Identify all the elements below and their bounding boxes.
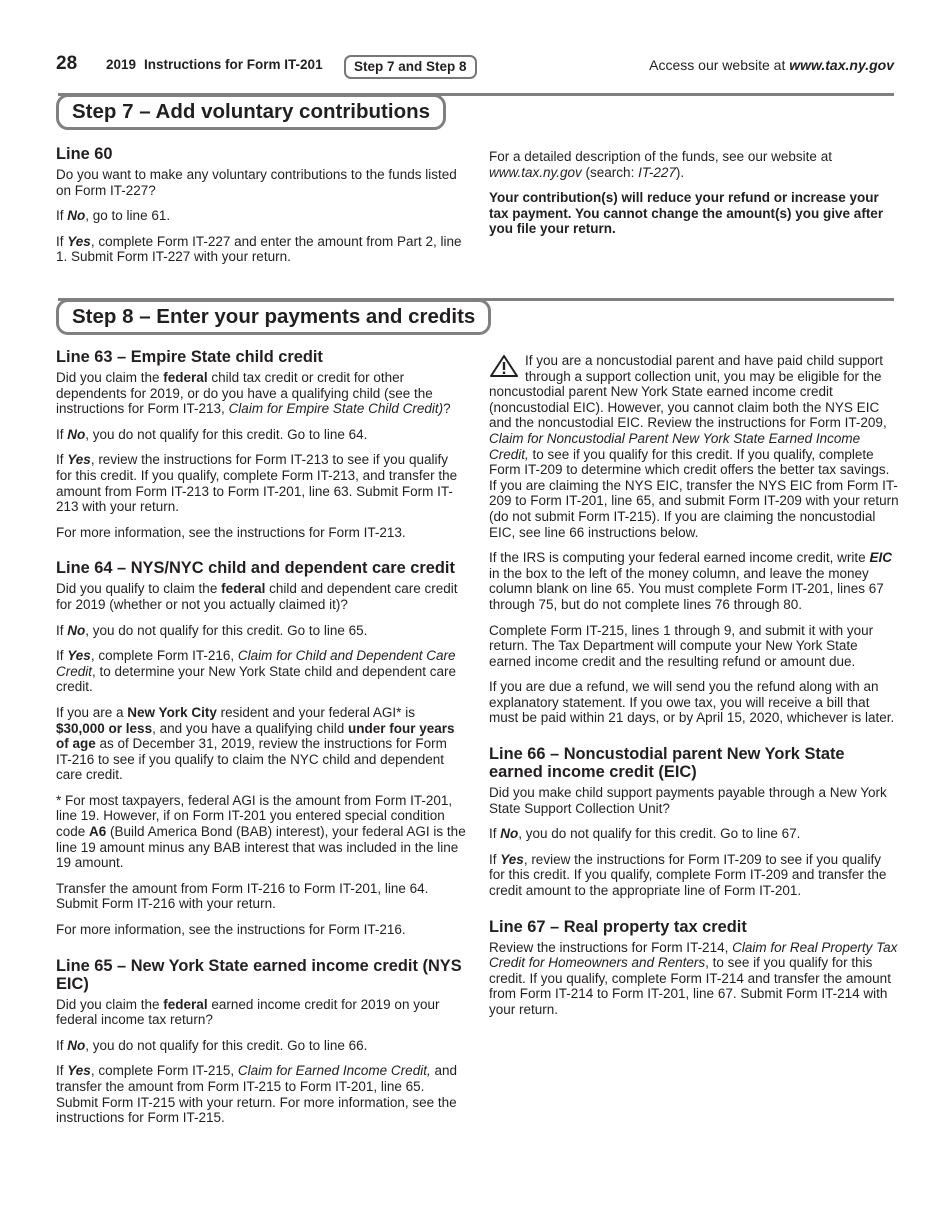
website-prefix: Access our website at: [649, 57, 786, 73]
line60-if-yes: If Yes, complete Form IT-227 and enter the amount from Part 2, line 1. Submit Form IT-227 with your return.: [56, 233, 462, 265]
line63-heading: Line 63 – Empire State child credit: [56, 348, 323, 366]
line64-question: Did you qualify to claim the federal child and dependent care credit for 2019 (whether or not you actually claimed it)?: [56, 581, 458, 612]
complete-it215: Complete Form IT-215, lines 1 through 9, and submit it with your return. The Tax Department will compute your New York State earned income credit and the resulting refund or amount due.: [489, 622, 874, 669]
line64-nyc-credit: If you are a New York City resident and your federal AGI* is $30,000 or less, and you have a qualifying child under four years of age as of December 31, 2019, review the instructions for Form IT-216 to see if you qualify to claim the NYC child and dependent care credit.: [56, 704, 455, 783]
line64-more-info: For more information, see the instructions for Form IT-216.: [56, 922, 406, 938]
line66-if-no: If No, you do not qualify for this credit. Go to line 67.: [489, 826, 801, 842]
page-number: 28: [56, 53, 78, 74]
line64-heading: Line 64 – NYS/NYC child and dependent care credit: [56, 559, 455, 578]
irs-computing-eic: If the IRS is computing your federal earned income credit, write EIC in the box to the left of the money column, and leave the money column blank on line 65. You must complete Form IT-201, lines 67 through 75, but do not complete lines 76 through 80.: [489, 550, 892, 612]
form-instructions-title: Instructions for Form IT-201: [144, 57, 323, 72]
step7-title: Step 7 – Add voluntary contributions: [56, 94, 446, 130]
tax-year: 2019: [106, 57, 137, 72]
line63-more-info: For more information, see the instructions for Form IT-213.: [56, 524, 406, 540]
line67-heading: Line 67 – Real property tax credit: [489, 917, 747, 936]
refund-statement: If you are due a refund, we will send you the refund along with an explanatory statement. If you owe tax, you will receive a bill that must be paid within 21 days, or by April 15, 2020, whichever is later.: [489, 679, 895, 726]
line64-transfer: Transfer the amount from Form IT-216 to Form IT-201, line 64. Submit Form IT-216 with your return.: [56, 880, 429, 912]
step7-right-column: [489, 149, 899, 247]
line60-if-no: If No, go to line 61.: [56, 208, 171, 224]
line64-agi-footnote: * For most taxpayers, federal AGI is the amount from Form IT-201, line 19. However, if on Form IT-201 you entered special condition code A6 (Build America Bond (BAB) interest), your federal AGI is the line 19 amount minus any BAB interest that was included in the line 19 amount.: [56, 792, 466, 871]
line66-if-yes: If Yes, review the instructions for Form IT-209 to see if you qualify for this credit. If you qualify, complete Form IT-209 and transfer the credit amount to the appropriate line of Form IT-201.: [489, 851, 887, 899]
line65-question: Did you claim the federal earned income credit for 2019 on your federal income tax return?: [56, 996, 440, 1028]
line64-if-no: If No, you do not qualify for this credit. Go to line 65.: [56, 622, 368, 638]
line66-question: Did you make child support payments payable through a New York State Support Collection Unit?: [489, 785, 887, 816]
step8-title: Step 8 – Enter your payments and credits: [56, 299, 491, 335]
line65-if-yes: If Yes, complete Form IT-215, Claim for Earned Income Credit, and transfer the amount from Form IT-215 to Form IT-201, line 65. Submit Form IT-215 with your return. For more information, see the instructions for Form IT-215.: [56, 1063, 457, 1126]
step8-left-column: [56, 348, 466, 1136]
step8-right-column: [489, 353, 899, 1028]
caution-triangle-icon: [489, 354, 519, 378]
section-tab: Step 7 and Step 8: [344, 55, 477, 79]
line60-heading: Line 60: [56, 145, 113, 163]
line60-question: Do you want to make any voluntary contributions to the funds listed on Form IT-227?: [56, 167, 457, 198]
step7-left-column: [56, 145, 466, 275]
line66-heading: Line 66 – Noncustodial parent New York State earned income credit (EIC): [489, 745, 845, 782]
line64-if-yes: If Yes, complete Form IT-216, Claim for Child and Dependent Care Credit, to determine your New York State child and dependent care credit.: [56, 648, 456, 695]
noncustodial-caution: If you are a noncustodial parent and have paid child support through a support collection unit, you may be eligible for the noncustodial parent New York State earned income credit (noncustodial EIC). However, you cannot claim both the NYS EIC and the noncustodial EIC. Review the instructions for Form IT-209, Claim for Noncustodial Parent New York State Earned Income Credit, to see if you qualify for this credit. If you qualify, complete Form IT-209 to determine which credit offers the better tax savings. If you are claiming the NYS EIC, transfer the NYS EIC from Form IT-209 to Form IT-201, line 65, and submit Form IT-209 with your return (do not submit Form IT-215). If you are claiming the noncustodial EIC, see line 66 instructions below.: [489, 353, 899, 540]
line65-if-no: If No, you do not qualify for this credit. Go to line 66.: [56, 1037, 368, 1053]
line65-heading: Line 65 – New York State earned income credit (NYS EIC): [56, 956, 462, 993]
contribution-warning: Your contribution(s) will reduce your refund or increase your tax payment. You cannot change the amount(s) you give after you file your return.: [489, 190, 884, 237]
line63-if-no: If No, you do not qualify for this credit. Go to line 64.: [56, 426, 368, 442]
website-notice: [649, 57, 894, 73]
line63-if-yes: If Yes, review the instructions for Form IT-213 to see if you qualify for this credit. If you qualify, complete Form IT-213, and transfer the amount from Form IT-213 to Form IT-201, line 63. Submit Form IT-213 with your return.: [56, 452, 458, 515]
document-title: [106, 57, 323, 72]
line67-instructions: Review the instructions for Form IT-214, Claim for Real Property Tax Credit for Homeowners and Renters, to see if you qualify for this credit. If you qualify, complete Form IT-214 and transfer the amount from Form IT-214 to Form IT-201, line 67. Submit Form IT-214 with your return.: [489, 939, 898, 1017]
website-link[interactable]: www.tax.ny.gov: [789, 57, 894, 73]
line63-question: Did you claim the federal child tax credit or credit for other dependents for 2019, or do you have a qualifying child (see the instructions for Form IT-213, Claim for Empire State Child Credit)?: [56, 370, 451, 417]
funds-website-link[interactable]: www.tax.ny.gov: [489, 164, 582, 180]
funds-description: For a detailed description of the funds, see our website at www.tax.ny.gov (search: IT-227).: [489, 149, 832, 180]
